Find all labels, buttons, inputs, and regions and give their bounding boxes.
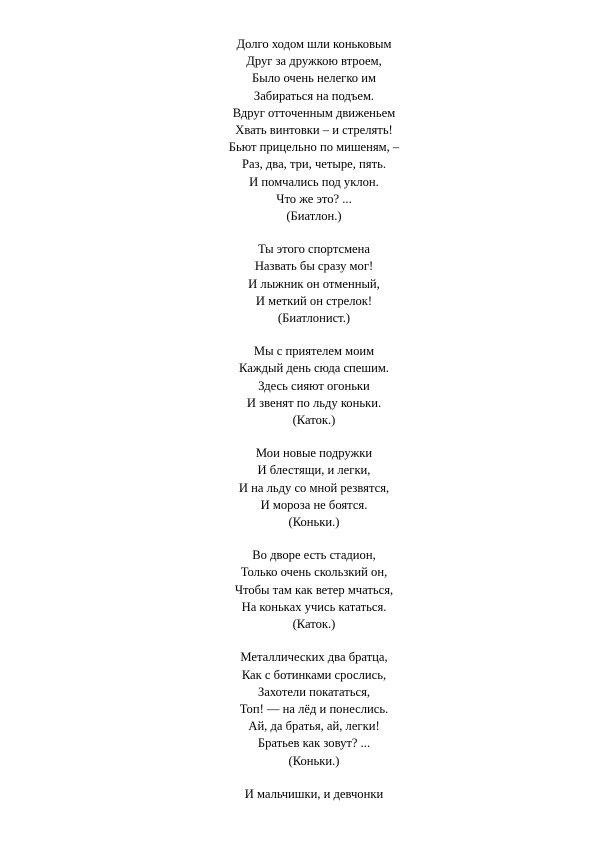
- riddle-skates-2: [0, 649, 595, 769]
- riddles-text: [0, 36, 595, 803]
- riddle-biathlon: [0, 36, 595, 225]
- poem-line: Топ! — на лёд и понеслись.: [239, 701, 389, 716]
- riddle-rink: [0, 343, 595, 429]
- poem-line: Долго ходом шли коньковым: [236, 37, 392, 51]
- poem-line: Забираться на подъем.: [253, 88, 375, 103]
- poem-line: И мальчишки, и девчонки: [244, 786, 384, 801]
- poem-line: И на льду со мной резвятся,: [238, 480, 390, 495]
- poem-line: Ай, да братья, ай, легки!: [248, 719, 380, 734]
- poem-line: И звенят по льду коньки.: [246, 395, 382, 410]
- riddle-rink-2: [0, 547, 595, 633]
- riddle-answer: (Каток.): [292, 617, 336, 632]
- poem-line: Мы с приятелем моим: [253, 344, 375, 359]
- poem-line: Братьев как зовут? ...: [257, 736, 371, 751]
- poem-line: Захотели покататься,: [257, 684, 371, 699]
- riddle-biathlete: [0, 241, 595, 327]
- poem-line: Как с ботинками срослись,: [241, 667, 387, 682]
- poem-line: Мои новые подружки: [255, 446, 373, 461]
- poem-line: Хвать винтовки – и стрелять!: [235, 123, 393, 138]
- poem-line: И мороза не боятся.: [260, 497, 368, 512]
- riddle-answer: (Коньки.): [288, 753, 340, 768]
- poem-line: И лыжник он отменный,: [248, 276, 380, 291]
- poem-line: На коньках учись кататься.: [241, 599, 387, 614]
- poem-line: Назвать бы сразу мог!: [254, 259, 374, 274]
- poem-line: Бьют прицельно по мишеням, –: [228, 140, 400, 155]
- poem-line: Было очень нелегко им: [252, 71, 376, 86]
- riddle-answer: (Коньки.): [288, 515, 340, 530]
- riddle-skates: [0, 445, 595, 531]
- riddle-answer: (Каток.): [292, 413, 336, 428]
- poem-line: И меткий он стрелок!: [255, 293, 373, 308]
- poem-line: И помчались под уклон.: [249, 174, 379, 189]
- poem-line: Здесь сияют огоньки: [258, 378, 370, 393]
- poem-line: Раз, два, три, четыре, пять.: [242, 157, 386, 172]
- poem-line: Ты этого спортсмена: [258, 242, 370, 257]
- poem-line: Только очень скользкий он,: [240, 565, 388, 580]
- poem-line: Чтобы там как ветер мчаться,: [234, 582, 394, 597]
- poem-line: Во дворе есть стадион,: [252, 548, 376, 563]
- poem-line: Каждый день сюда спешим.: [239, 361, 389, 376]
- riddle-answer: (Биатлон.): [286, 209, 342, 224]
- riddle-fragment: [0, 786, 595, 803]
- poem-line: Друг за дружкою втроем,: [246, 54, 382, 69]
- poem-line: Что же это? ...: [276, 191, 352, 206]
- riddle-answer: (Биатлонист.): [277, 311, 351, 326]
- poem-line: Вдруг отточенным движеньем: [232, 105, 396, 120]
- poem-line: И блестящи, и легки,: [257, 463, 371, 478]
- poem-line: Металлических два братца,: [240, 650, 388, 665]
